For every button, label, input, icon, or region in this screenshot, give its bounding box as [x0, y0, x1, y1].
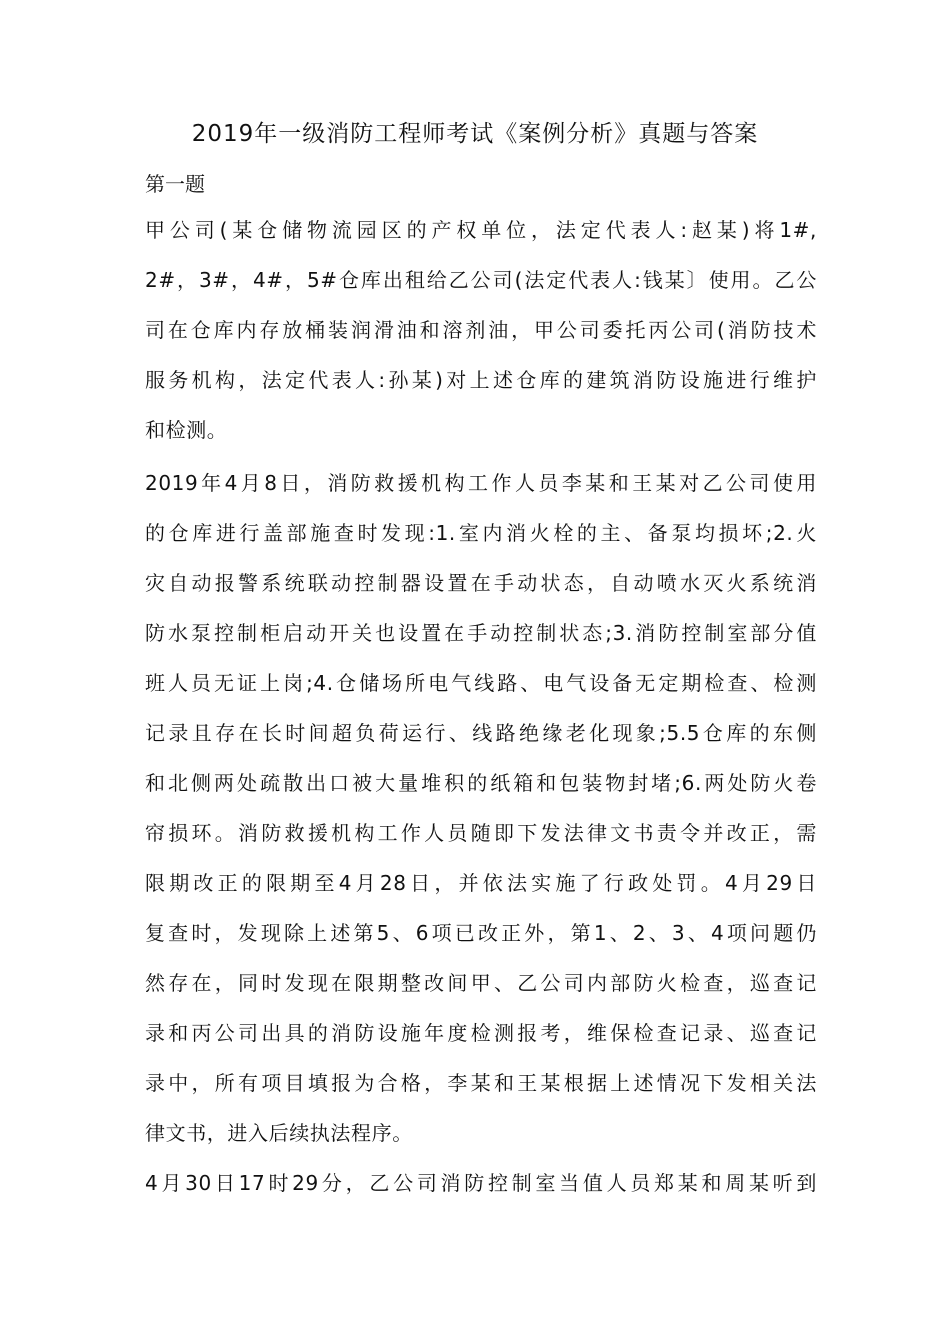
text-line: 录和丙公司出具的消防设施年度检测报考，维保检查记录、巡查记: [145, 1021, 817, 1045]
text-line: 2019年4月8日，消防救援机构工作人员李某和王某对乙公司使用: [145, 471, 817, 495]
text-line: 和检测。: [145, 418, 228, 442]
paragraph: [145, 205, 817, 455]
text-line: 甲公司(某仓储物流园区的产权单位，法定代表人:赵某)将1#,: [145, 218, 817, 242]
text-line: 限期改正的限期至4月28日，并依法实施了行政处罚。4月29日: [145, 871, 817, 895]
text-line: 灾自动报警系统联动控制器设置在手动状态，自动喷水灭火系统消: [145, 571, 817, 595]
text-line: 的仓库进行盖部施查时发现:1.室内消火栓的主、备泵均损坏;2.火: [145, 521, 817, 545]
text-line: 防水泵控制柜启动开关也设置在手动控制状态;3.消防控制室部分值: [145, 621, 817, 645]
text-line: 记录且存在长时间超负荷运行、线路绝缘老化现象;5.5仓库的东侧: [145, 721, 817, 745]
text-line: 服务机构，法定代表人:孙某)对上述仓库的建筑消防设施进行维护: [145, 368, 817, 392]
text-line: 复查时，发现除上述第5、6项已改正外，第1、2、3、4项问题仍: [145, 921, 817, 945]
text-line: 律文书，进入后续执法程序。: [145, 1121, 413, 1145]
section-heading: 第一题: [145, 172, 205, 196]
text-line: 2#，3#，4#，5#仓库出租给乙公司(法定代表人:钱某〕使用。乙公: [145, 268, 817, 292]
document-title: 2019年一级消防工程师考试《案例分析》真题与答案: [191, 121, 759, 147]
text-line: 司在仓库内存放桶装润滑油和溶剂油，甲公司委托丙公司(消防技术: [145, 318, 817, 342]
text-line: 录中，所有项目填报为合格，李某和王某根据上述情况下发相关法: [145, 1071, 817, 1095]
text-line: 班人员无证上岗;4.仓储场所电气线路、电气设备无定期检查、检测: [145, 671, 817, 695]
text-line: 然存在，同时发现在限期整改间甲、乙公司内部防火检查，巡查记: [145, 971, 817, 995]
text-line: 4月30日17时29分，乙公司消防控制室当值人员郑某和周某听到: [145, 1171, 817, 1195]
paragraph: [145, 1158, 817, 1208]
paragraph: [145, 458, 817, 1158]
text-line: 帘损环。消防救援机构工作人员随即下发法律文书责令并改正，需: [145, 821, 817, 845]
text-line: 和北侧两处疏散出口被大量堆积的纸箱和包装物封堵;6.两处防火卷: [145, 771, 817, 795]
